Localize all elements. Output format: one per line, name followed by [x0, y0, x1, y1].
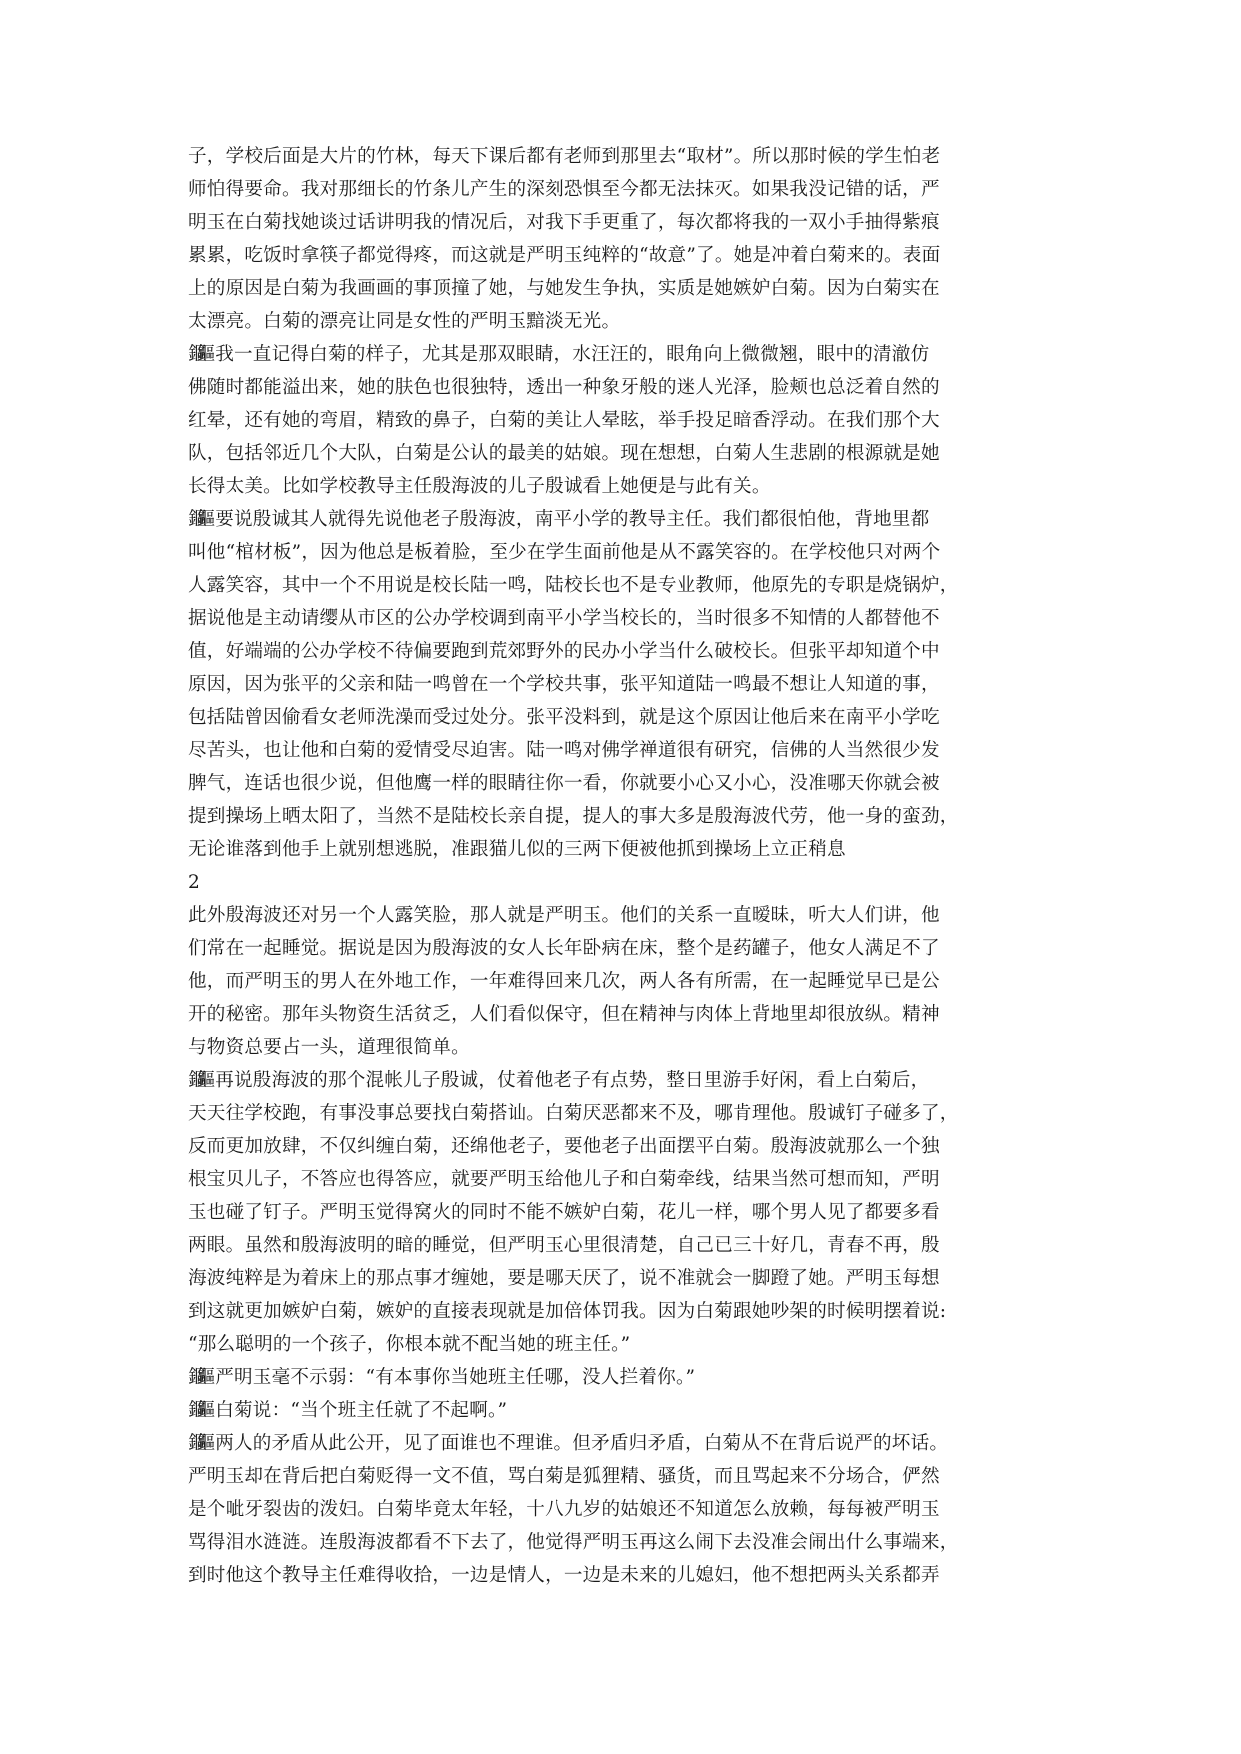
text-line: 他，而严明玉的男人在外地工作，一年难得回来几次，两人各有所需，在一起睡觉早已是公: [188, 971, 940, 992]
text-line: 人露笑容，其中一个不用说是校长陆一鸣，陆校长也不是专业教师，他原先的专职是烧锅炉，: [188, 575, 959, 596]
garbled-indent: 鏂鏂: [188, 344, 206, 365]
text-line: 明玉在白菊找她谈过话讲明我的情况后，对我下手更重了，每次都将我的一双小手抽得紫痕: [188, 212, 940, 233]
text-line: 天天往学校跑，有事没事总要找白菊搭讪。白菊厌恶都来不及，哪肯理他。殷诚钉子碰多了，: [188, 1103, 959, 1124]
text-line: 们常在一起睡觉。据说是因为殷海波的女人长年卧病在床，整个是药罐子，他女人满足不了: [188, 938, 940, 959]
text-line: 累累，吃饭时拿筷子都觉得疼，而这就是严明玉纯粹的“故意”了。她是冲着白菊来的。表面: [188, 245, 941, 266]
text-line: 海波纯粹是为着床上的那点事才缠她，要是哪天厌了，说不准就会一脚蹬了她。严明玉每想: [188, 1268, 940, 1289]
paragraph-6: [188, 1361, 1050, 1394]
paragraph-4: [188, 899, 1050, 1064]
text-line: 此外殷海波还对另一个人露笑脸，那人就是严明玉。他们的关系一直暧昧，听大人们讲，他: [188, 905, 940, 926]
text-line: 骂得泪水涟涟。连殷海波都看不下去了，他觉得严明玉再这么闹下去没准会闹出什么事端来，: [188, 1532, 959, 1553]
text-line: 值，好端端的公办学校不待偏要跑到荒郊野外的民办小学当什么破校长。但张平却知道个中: [188, 641, 940, 662]
text-line: 红晕，还有她的弯眉，精致的鼻子，白菊的美让人晕眩，举手投足暗香浮动。在我们那个大: [188, 410, 940, 431]
paragraph-5: [188, 1064, 1050, 1361]
text-line: 叫他“棺材板”，因为他总是板着脸，至少在学生面前他是从不露笑容的。在学校他只对两个: [188, 542, 941, 563]
text-line: 玉也碰了钉子。严明玉觉得窝火的同时不能不嫉妒白菊，花儿一样，哪个男人见了都要多看: [188, 1202, 940, 1223]
text-line: 提到操场上晒太阳了，当然不是陆校长亲自提，提人的事大多是殷海波代劳，他一身的蛮劲，: [188, 806, 959, 827]
text-line: [188, 1394, 1050, 1427]
text-line-content: 严明玉毫不示弱：“有本事你当她班主任哪，没人拦着你。”: [215, 1367, 696, 1388]
garbled-indent: 鏂鏂: [188, 1433, 206, 1454]
text-line: 是个呲牙裂齿的泼妇。白菊毕竟太年轻，十八九岁的姑娘还不知道怎么放赖，每每被严明玉: [188, 1499, 940, 1520]
text-line: “那么聪明的一个孩子，你根本就不配当她的班主任。”: [188, 1334, 631, 1355]
document-body: [188, 140, 1050, 1592]
text-line: 反而更加放肆，不仅纠缠白菊，还绵他老子，要他老子出面摆平白菊。殷海波就那么一个独: [188, 1136, 940, 1157]
text-line: 到时他这个教导主任难得收拾，一边是情人，一边是未来的儿媳妇，他不想把两头关系都弄: [188, 1565, 940, 1586]
text-line-content: 我一直记得白菊的样子，尤其是那双眼睛，水汪汪的，眼角向上微微翘，眼中的清澈仿: [215, 344, 930, 365]
paragraph-8: [188, 1427, 1050, 1592]
paragraph-7: [188, 1394, 1050, 1427]
text-line: 到这就更加嫉妒白菊，嫉妒的直接表现就是加倍体罚我。因为白菊跟她吵架的时候明摆着说:: [188, 1301, 947, 1322]
text-line-content: 要说殷诚其人就得先说他老子殷海波，南平小学的教导主任。我们都很怕他，背地里都: [215, 509, 930, 530]
text-line: [188, 338, 1050, 371]
text-line-content: 白菊说：“当个班主任就了不起啊。”: [215, 1400, 508, 1421]
paragraph-1: [188, 140, 1050, 338]
garbled-indent: 鏂鏂: [188, 509, 206, 530]
text-line: 与物资总要占一头，道理很简单。: [188, 1037, 470, 1058]
text-line: [188, 1427, 1050, 1460]
garbled-indent: 鏂鏂: [188, 1070, 206, 1091]
text-line: 根宝贝儿子，不答应也得答应，就要严明玉给他儿子和白菊牵线，结果当然可想而知，严明: [188, 1169, 940, 1190]
paragraph-2: [188, 338, 1050, 503]
text-line: [188, 1361, 1050, 1394]
text-line: 包括陆曾因偷看女老师洗澡而受过处分。张平没料到，就是这个原因让他后来在南平小学吃: [188, 707, 940, 728]
text-line: 据说他是主动请缨从市区的公办学校调到南平小学当校长的，当时很多不知情的人都替他不: [188, 608, 940, 629]
text-line: 开的秘密。那年头物资生活贫乏，人们看似保守，但在精神与肉体上背地里却很放纵。精神: [188, 1004, 940, 1025]
text-line: 师怕得要命。我对那细长的竹条儿产生的深刻恐惧至今都无法抹灭。如果我没记错的话，严: [188, 179, 940, 200]
text-line: 严明玉却在背后把白菊贬得一文不值，骂白菊是狐狸精、骚货，而且骂起来不分场合，俨然: [188, 1466, 940, 1487]
text-line-content: 再说殷海波的那个混帐儿子殷诚，仗着他老子有点势，整日里游手好闲，看上白菊后，: [215, 1070, 930, 1091]
text-line: 原因，因为张平的父亲和陆一鸣曾在一个学校共事，张平知道陆一鸣最不想让人知道的事，: [188, 674, 940, 695]
text-line: [188, 503, 1050, 536]
text-line: 脾气，连话也很少说，但他鹰一样的眼睛往你一看，你就要小心又小心，没准哪天你就会被: [188, 773, 940, 794]
text-line: 佛随时都能溢出来，她的肤色也很独特，透出一种象牙般的迷人光泽，脸颊也总泛着自然的: [188, 377, 940, 398]
text-line: 无论谁落到他手上就别想逃脱，准跟猫儿似的三两下便被他抓到操场上立正稍息: [188, 839, 846, 860]
text-line: 子，学校后面是大片的竹林，每天下课后都有老师到那里去“取材”。所以那时候的学生怕老: [188, 146, 941, 167]
text-line-content: 两人的矛盾从此公开，见了面谁也不理谁。但矛盾归矛盾，白菊从不在背后说严的坏话。: [215, 1433, 949, 1454]
text-line: [188, 1064, 1050, 1097]
text-line: 两眼。虽然和殷海波明的暗的睡觉，但严明玉心里很清楚，自己已三十好几，青春不再，殷: [188, 1235, 940, 1256]
garbled-indent: 鏂鏂: [188, 1367, 206, 1388]
text-line: 队，包括邻近几个大队，白菊是公认的最美的姑娘。现在想想，白菊人生悲剧的根源就是她: [188, 443, 940, 464]
paragraph-3: [188, 503, 1050, 866]
text-line: 上的原因是白菊为我画画的事顶撞了她，与她发生争执，实质是她嫉妒白菊。因为白菊实在: [188, 278, 940, 299]
section-number: 2: [188, 872, 201, 893]
text-line: 太漂亮。白菊的漂亮让同是女性的严明玉黯淡无光。: [188, 311, 621, 332]
text-line: 长得太美。比如学校教导主任殷海波的儿子殷诚看上她便是与此有关。: [188, 476, 771, 497]
text-line: 尽苦头，也让他和白菊的爱情受尽迫害。陆一鸣对佛学禅道很有研究，信佛的人当然很少发: [188, 740, 940, 761]
garbled-indent: 鏂鏂: [188, 1400, 206, 1421]
